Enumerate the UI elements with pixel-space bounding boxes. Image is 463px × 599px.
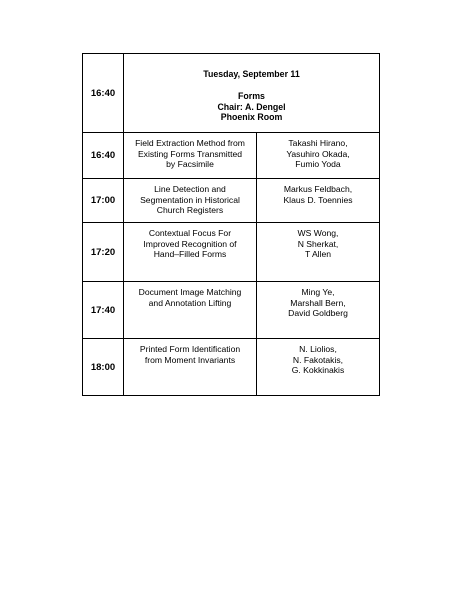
talk-title-line: Hand–Filled Forms (153, 249, 227, 260)
talk-author-line: N. Liolios, (299, 344, 337, 354)
talk-title-line: by Facsimile (166, 159, 214, 170)
talk-time: 18:00 (83, 339, 124, 395)
talk-title-line: Existing Forms Transmitted (137, 148, 243, 159)
talk-authors (257, 179, 379, 222)
talk-time: 17:20 (83, 223, 124, 281)
session-header-row (83, 54, 379, 133)
talk-authors (257, 282, 379, 338)
talk-title (124, 223, 257, 281)
talk-author-line: Ming Ye, (301, 287, 335, 297)
talk-author-line: N. Fakotakis, (292, 354, 344, 365)
talk-author-line: T Allen (304, 249, 332, 260)
talk-authors (257, 223, 379, 281)
talk-row (83, 179, 379, 223)
talk-author-line: G. Kokkinakis (291, 365, 345, 376)
talk-title-line: Improved Recognition of (143, 238, 237, 249)
talk-author-line: WS Wong, (297, 228, 339, 238)
session-info (124, 54, 379, 132)
talk-row (83, 133, 379, 179)
session-room: Phoenix Room (220, 112, 283, 123)
talk-time: 17:40 (83, 282, 124, 338)
talk-author-line: Yasuhiro Okada, (286, 148, 350, 159)
talk-title-line: Church Registers (156, 205, 224, 216)
talk-title-line: and Annotation Lifting (148, 297, 232, 308)
talk-title-line: Field Extraction Method from (135, 138, 245, 148)
talk-title-line: Line Detection and (154, 184, 226, 194)
session-details (124, 91, 379, 123)
talk-time: 16:40 (83, 133, 124, 178)
talk-row (83, 282, 379, 339)
talk-author-line: Takashi Hirano, (288, 138, 348, 148)
talk-title-line: Segmentation in Historical (140, 194, 240, 205)
talk-title-line: Contextual Focus For (148, 228, 232, 238)
talk-authors (257, 339, 379, 395)
talk-row (83, 339, 379, 395)
talk-time: 17:00 (83, 179, 124, 222)
session-topic: Forms (238, 91, 265, 101)
session-chair: Chair: A. Dengel (217, 101, 286, 112)
talk-title-line: Document Image Matching (138, 287, 242, 297)
talk-title (124, 339, 257, 395)
talk-row (83, 223, 379, 282)
talk-author-line: Markus Feldbach, (283, 184, 353, 194)
talk-title (124, 282, 257, 338)
talk-title (124, 179, 257, 222)
talk-author-line: Klaus D. Toennies (283, 194, 353, 205)
talk-title (124, 133, 257, 178)
talk-author-line: N Sherkat, (297, 238, 339, 249)
session-time: 16:40 (83, 54, 124, 132)
talk-author-line: David Goldberg (288, 308, 348, 319)
talk-title-line: from Moment Invariants (144, 354, 236, 365)
talk-author-line: Marshall Bern, (290, 297, 346, 308)
talk-authors (257, 133, 379, 178)
session-date: Tuesday, September 11 (203, 69, 300, 79)
talk-author-line: Fumio Yoda (295, 159, 341, 170)
schedule-table (82, 53, 380, 396)
talk-title-line: Printed Form Identification (139, 344, 241, 354)
